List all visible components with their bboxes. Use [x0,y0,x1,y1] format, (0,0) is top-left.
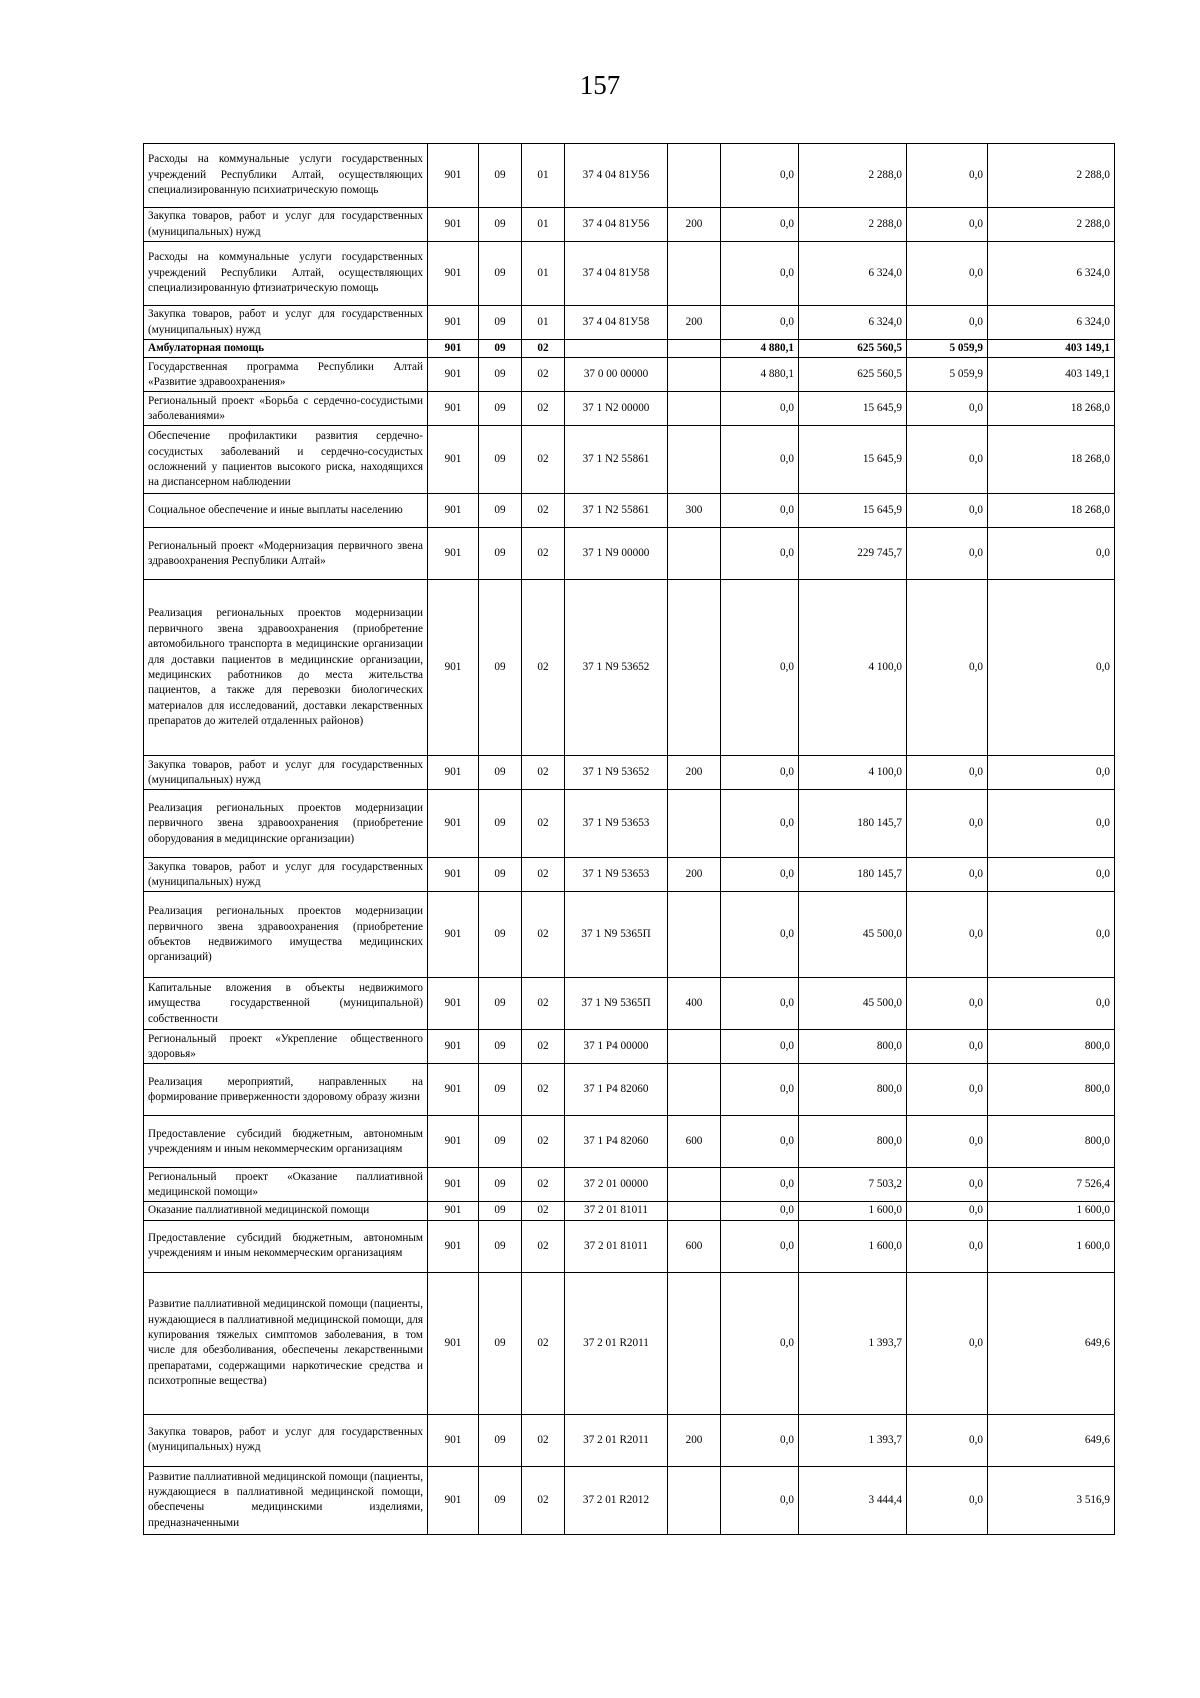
row-name-cell: Развитие паллиативной медицинской помощи (пациенты, нуждающиеся в паллиативной медицинской помощи, для купирования тяжелых симптомов заболевания, в том числе для обезболивания, обеспечены лекарственными препаратами, содержащими наркотические средства и психотропные вещества) [144,1272,428,1414]
subsection-code-cell: 01 [522,242,565,306]
ministry-code-cell: 901 [428,1272,479,1414]
ministry-code-cell: 901 [428,1064,479,1116]
amount-cell-2: 1 600,0 [799,1220,907,1272]
section-code-cell: 09 [479,358,522,392]
subsection-code-cell: 02 [522,494,565,528]
amount-cell-4: 649,6 [988,1272,1115,1414]
amount-cell-4: 3 516,9 [988,1466,1115,1534]
ministry-code-cell: 901 [428,1116,479,1168]
subsection-code-cell: 02 [522,528,565,580]
target-article-cell: 37 1 N9 53652 [565,756,668,790]
row-name-cell: Оказание паллиативной медицинской помощи [144,1202,428,1220]
subsection-code-cell: 02 [522,1116,565,1168]
table-row [144,1168,1115,1202]
amount-cell-4: 18 268,0 [988,392,1115,426]
target-article-cell: 37 1 P4 82060 [565,1064,668,1116]
expense-type-cell [668,528,721,580]
amount-cell-2: 2 288,0 [799,144,907,208]
ministry-code-cell: 901 [428,392,479,426]
ministry-code-cell: 901 [428,494,479,528]
expense-type-cell [668,1466,721,1534]
section-code-cell: 09 [479,144,522,208]
amount-cell-4: 800,0 [988,1116,1115,1168]
table-row [144,242,1115,306]
amount-cell-4: 0,0 [988,858,1115,892]
section-code-cell: 09 [479,528,522,580]
amount-cell-3: 0,0 [907,1168,988,1202]
amount-cell-3: 0,0 [907,1116,988,1168]
subsection-code-cell: 02 [522,426,565,494]
amount-cell-2: 1 393,7 [799,1272,907,1414]
target-article-cell: 37 4 04 81У56 [565,144,668,208]
table-row [144,426,1115,494]
table-row [144,144,1115,208]
amount-cell-3: 5 059,9 [907,358,988,392]
target-article-cell: 37 0 00 00000 [565,358,668,392]
table-row [144,1220,1115,1272]
row-name-cell: Государственная программа Республики Алтай «Развитие здравоохранения» [144,358,428,392]
table-row [144,494,1115,528]
amount-cell-3: 0,0 [907,1272,988,1414]
subsection-code-cell: 02 [522,1414,565,1466]
amount-cell-2: 800,0 [799,1030,907,1064]
amount-cell-3: 0,0 [907,144,988,208]
target-article-cell: 37 2 01 81011 [565,1220,668,1272]
amount-cell-2: 15 645,9 [799,426,907,494]
row-name-cell: Закупка товаров, работ и услуг для государственных (муниципальных) нужд [144,208,428,242]
row-name-cell: Региональный проект «Оказание паллиативной медицинской помощи» [144,1168,428,1202]
row-name-cell: Реализация региональных проектов модернизации первичного звена здравоохранения (приобретение оборудования в медицинские организации) [144,790,428,858]
table-row [144,1064,1115,1116]
subsection-code-cell: 02 [522,1202,565,1220]
amount-cell-3: 0,0 [907,580,988,756]
target-article-cell: 37 2 01 R2011 [565,1414,668,1466]
amount-cell-1: 0,0 [721,756,799,790]
amount-cell-1: 0,0 [721,1116,799,1168]
section-code-cell: 09 [479,1116,522,1168]
amount-cell-3: 0,0 [907,892,988,978]
amount-cell-2: 2 288,0 [799,208,907,242]
table-body [144,144,1115,1535]
amount-cell-3: 0,0 [907,494,988,528]
table-row [144,1202,1115,1220]
amount-cell-3: 0,0 [907,1414,988,1466]
amount-cell-4: 18 268,0 [988,494,1115,528]
target-article-cell: 37 1 N2 55861 [565,426,668,494]
section-code-cell: 09 [479,978,522,1030]
amount-cell-4: 403 149,1 [988,340,1115,358]
expense-type-cell [668,1202,721,1220]
subsection-code-cell: 01 [522,208,565,242]
amount-cell-2: 45 500,0 [799,892,907,978]
amount-cell-2: 180 145,7 [799,858,907,892]
section-code-cell: 09 [479,426,522,494]
row-name-cell: Обеспечение профилактики развития сердечно-сосудистых заболеваний и сердечно-сосудистых осложнений у пациентов высокого риска, находящихся на диспансерном наблюдении [144,426,428,494]
expense-type-cell [668,892,721,978]
page-number: 157 [579,70,621,100]
amount-cell-4: 7 526,4 [988,1168,1115,1202]
amount-cell-1: 0,0 [721,306,799,340]
amount-cell-3: 5 059,9 [907,340,988,358]
amount-cell-3: 0,0 [907,858,988,892]
amount-cell-2: 625 560,5 [799,358,907,392]
subsection-code-cell: 02 [522,392,565,426]
amount-cell-1: 0,0 [721,790,799,858]
amount-cell-1: 0,0 [721,1272,799,1414]
amount-cell-3: 0,0 [907,790,988,858]
amount-cell-1: 0,0 [721,528,799,580]
amount-cell-4: 403 149,1 [988,358,1115,392]
target-article-cell: 37 1 N2 55861 [565,494,668,528]
section-code-cell: 09 [479,1064,522,1116]
table-row [144,1466,1115,1534]
row-name-cell: Закупка товаров, работ и услуг для государственных (муниципальных) нужд [144,756,428,790]
target-article-cell: 37 4 04 81У58 [565,242,668,306]
amount-cell-2: 6 324,0 [799,306,907,340]
amount-cell-4: 649,6 [988,1414,1115,1466]
amount-cell-2: 15 645,9 [799,392,907,426]
expense-type-cell: 400 [668,978,721,1030]
row-name-cell: Капитальные вложения в объекты недвижимого имущества государственной (муниципальной) собственности [144,978,428,1030]
subsection-code-cell: 01 [522,144,565,208]
row-name-cell: Расходы на коммунальные услуги государственных учреждений Республики Алтай, осуществляющих специализированную фтизиатрическую помощь [144,242,428,306]
ministry-code-cell: 901 [428,1466,479,1534]
section-code-cell: 09 [479,892,522,978]
subsection-code-cell: 02 [522,1168,565,1202]
expense-type-cell: 300 [668,494,721,528]
row-name-cell: Региональный проект «Модернизация первичного звена здравоохранения Республики Алтай» [144,528,428,580]
target-article-cell: 37 2 01 R2011 [565,1272,668,1414]
amount-cell-4: 6 324,0 [988,306,1115,340]
amount-cell-3: 0,0 [907,978,988,1030]
target-article-cell: 37 1 N9 5365П [565,892,668,978]
budget-table [143,143,1115,1535]
ministry-code-cell: 901 [428,208,479,242]
ministry-code-cell: 901 [428,528,479,580]
amount-cell-2: 4 100,0 [799,756,907,790]
ministry-code-cell: 901 [428,426,479,494]
ministry-code-cell: 901 [428,790,479,858]
table-row [144,208,1115,242]
row-name-cell: Реализация мероприятий, направленных на формирование приверженности здоровому образу жизни [144,1064,428,1116]
target-article-cell: 37 2 01 81011 [565,1202,668,1220]
expense-type-cell [668,340,721,358]
table-row [144,358,1115,392]
expense-type-cell: 200 [668,756,721,790]
amount-cell-3: 0,0 [907,1064,988,1116]
section-code-cell: 09 [479,306,522,340]
target-article-cell: 37 1 N9 53653 [565,790,668,858]
amount-cell-1: 0,0 [721,580,799,756]
ministry-code-cell: 901 [428,242,479,306]
row-name-cell: Закупка товаров, работ и услуг для государственных (муниципальных) нужд [144,306,428,340]
table-row [144,790,1115,858]
amount-cell-2: 45 500,0 [799,978,907,1030]
table-row [144,1272,1115,1414]
expense-type-cell [668,242,721,306]
expense-type-cell: 200 [668,306,721,340]
ministry-code-cell: 901 [428,858,479,892]
subsection-code-cell: 02 [522,1272,565,1414]
ministry-code-cell: 901 [428,1168,479,1202]
row-name-cell: Региональный проект «Борьба с сердечно-сосудистыми заболеваниями» [144,392,428,426]
amount-cell-2: 4 100,0 [799,580,907,756]
amount-cell-4: 1 600,0 [988,1202,1115,1220]
amount-cell-1: 0,0 [721,892,799,978]
target-article-cell [565,340,668,358]
amount-cell-4: 0,0 [988,528,1115,580]
amount-cell-4: 0,0 [988,756,1115,790]
amount-cell-1: 4 880,1 [721,340,799,358]
row-name-cell: Реализация региональных проектов модернизации первичного звена здравоохранения (приобретение автомобильного транспорта в медицинские организации для доставки пациентов в медицинские организации, медицинских работников до места жительства пациентов, а также для перевозки биологических материалов для исследований, доставки лекарственных препаратов до жителей отдаленных районов) [144,580,428,756]
amount-cell-3: 0,0 [907,242,988,306]
subsection-code-cell: 02 [522,340,565,358]
amount-cell-3: 0,0 [907,1030,988,1064]
target-article-cell: 37 2 01 R2012 [565,1466,668,1534]
amount-cell-2: 800,0 [799,1064,907,1116]
ministry-code-cell: 901 [428,306,479,340]
amount-cell-4: 1 600,0 [988,1220,1115,1272]
section-code-cell: 09 [479,1272,522,1414]
section-code-cell: 09 [479,340,522,358]
target-article-cell: 37 1 P4 82060 [565,1116,668,1168]
subsection-code-cell: 02 [522,1466,565,1534]
expense-type-cell [668,358,721,392]
section-code-cell: 09 [479,858,522,892]
target-article-cell: 37 1 N9 5365П [565,978,668,1030]
expense-type-cell [668,1064,721,1116]
target-article-cell: 37 1 N2 00000 [565,392,668,426]
row-name-cell: Амбулаторная помощь [144,340,428,358]
target-article-cell: 37 1 N9 00000 [565,528,668,580]
table-row [144,892,1115,978]
ministry-code-cell: 901 [428,358,479,392]
subsection-code-cell: 02 [522,892,565,978]
section-code-cell: 09 [479,242,522,306]
section-code-cell: 09 [479,790,522,858]
target-article-cell: 37 1 N9 53653 [565,858,668,892]
amount-cell-4: 0,0 [988,978,1115,1030]
table-row [144,756,1115,790]
subsection-code-cell: 01 [522,306,565,340]
row-name-cell: Закупка товаров, работ и услуг для государственных (муниципальных) нужд [144,858,428,892]
amount-cell-1: 0,0 [721,208,799,242]
amount-cell-1: 0,0 [721,494,799,528]
amount-cell-2: 15 645,9 [799,494,907,528]
section-code-cell: 09 [479,1466,522,1534]
expense-type-cell [668,1272,721,1414]
amount-cell-4: 0,0 [988,892,1115,978]
amount-cell-4: 18 268,0 [988,426,1115,494]
ministry-code-cell: 901 [428,1030,479,1064]
section-code-cell: 09 [479,1202,522,1220]
amount-cell-1: 4 880,1 [721,358,799,392]
expense-type-cell [668,392,721,426]
amount-cell-4: 6 324,0 [988,242,1115,306]
expense-type-cell [668,1168,721,1202]
subsection-code-cell: 02 [522,358,565,392]
amount-cell-3: 0,0 [907,1202,988,1220]
ministry-code-cell: 901 [428,340,479,358]
section-code-cell: 09 [479,1030,522,1064]
section-code-cell: 09 [479,494,522,528]
subsection-code-cell: 02 [522,1030,565,1064]
amount-cell-1: 0,0 [721,1220,799,1272]
amount-cell-2: 1 393,7 [799,1414,907,1466]
expense-type-cell: 600 [668,1116,721,1168]
amount-cell-1: 0,0 [721,1466,799,1534]
subsection-code-cell: 02 [522,790,565,858]
subsection-code-cell: 02 [522,756,565,790]
section-code-cell: 09 [479,1414,522,1466]
row-name-cell: Предоставление субсидий бюджетным, автономным учреждениям и иным некоммерческим организациям [144,1220,428,1272]
amount-cell-2: 3 444,4 [799,1466,907,1534]
amount-cell-2: 1 600,0 [799,1202,907,1220]
ministry-code-cell: 901 [428,1202,479,1220]
row-name-cell: Расходы на коммунальные услуги государственных учреждений Республики Алтай, осуществляющих специализированную психиатрическую помощь [144,144,428,208]
subsection-code-cell: 02 [522,1220,565,1272]
amount-cell-3: 0,0 [907,426,988,494]
table-row [144,858,1115,892]
amount-cell-3: 0,0 [907,756,988,790]
amount-cell-4: 800,0 [988,1030,1115,1064]
expense-type-cell: 600 [668,1220,721,1272]
target-article-cell: 37 1 N9 53652 [565,580,668,756]
ministry-code-cell: 901 [428,1220,479,1272]
table-row [144,580,1115,756]
target-article-cell: 37 2 01 00000 [565,1168,668,1202]
amount-cell-3: 0,0 [907,208,988,242]
section-code-cell: 09 [479,756,522,790]
section-code-cell: 09 [479,1220,522,1272]
amount-cell-1: 0,0 [721,978,799,1030]
expense-type-cell [668,1030,721,1064]
amount-cell-1: 0,0 [721,1414,799,1466]
amount-cell-1: 0,0 [721,1064,799,1116]
row-name-cell: Развитие паллиативной медицинской помощи (пациенты, нуждающиеся в паллиативной медицинской помощи, обеспечены медицинскими изделиями, предназначенными [144,1466,428,1534]
amount-cell-3: 0,0 [907,392,988,426]
subsection-code-cell: 02 [522,580,565,756]
ministry-code-cell: 901 [428,892,479,978]
amount-cell-3: 0,0 [907,1466,988,1534]
amount-cell-3: 0,0 [907,306,988,340]
amount-cell-1: 0,0 [721,858,799,892]
amount-cell-2: 180 145,7 [799,790,907,858]
row-name-cell: Предоставление субсидий бюджетным, автономным учреждениям и иным некоммерческим организациям [144,1116,428,1168]
target-article-cell: 37 1 P4 00000 [565,1030,668,1064]
amount-cell-2: 7 503,2 [799,1168,907,1202]
target-article-cell: 37 4 04 81У58 [565,306,668,340]
table-row [144,340,1115,358]
table-row [144,392,1115,426]
amount-cell-1: 0,0 [721,1030,799,1064]
row-name-cell: Закупка товаров, работ и услуг для государственных (муниципальных) нужд [144,1414,428,1466]
expense-type-cell: 200 [668,858,721,892]
table-row [144,306,1115,340]
ministry-code-cell: 901 [428,978,479,1030]
ministry-code-cell: 901 [428,756,479,790]
section-code-cell: 09 [479,580,522,756]
table-row [144,528,1115,580]
amount-cell-1: 0,0 [721,392,799,426]
amount-cell-2: 625 560,5 [799,340,907,358]
expense-type-cell [668,580,721,756]
expense-type-cell [668,790,721,858]
amount-cell-4: 0,0 [988,790,1115,858]
subsection-code-cell: 02 [522,978,565,1030]
amount-cell-1: 0,0 [721,242,799,306]
table-row [144,1030,1115,1064]
amount-cell-3: 0,0 [907,528,988,580]
expense-type-cell [668,144,721,208]
subsection-code-cell: 02 [522,1064,565,1116]
ministry-code-cell: 901 [428,144,479,208]
table-row [144,1414,1115,1466]
amount-cell-1: 0,0 [721,144,799,208]
amount-cell-4: 800,0 [988,1064,1115,1116]
ministry-code-cell: 901 [428,1414,479,1466]
section-code-cell: 09 [479,208,522,242]
amount-cell-2: 229 745,7 [799,528,907,580]
row-name-cell: Социальное обеспечение и иные выплаты населению [144,494,428,528]
row-name-cell: Реализация региональных проектов модернизации первичного звена здравоохранения (приобретение объектов недвижимого имущества медицинских организаций) [144,892,428,978]
ministry-code-cell: 901 [428,580,479,756]
row-name-cell: Региональный проект «Укрепление общественного здоровья» [144,1030,428,1064]
amount-cell-4: 0,0 [988,580,1115,756]
table-row [144,1116,1115,1168]
table-row [144,978,1115,1030]
amount-cell-3: 0,0 [907,1220,988,1272]
expense-type-cell: 200 [668,208,721,242]
amount-cell-2: 800,0 [799,1116,907,1168]
amount-cell-1: 0,0 [721,426,799,494]
amount-cell-1: 0,0 [721,1202,799,1220]
subsection-code-cell: 02 [522,858,565,892]
amount-cell-4: 2 288,0 [988,144,1115,208]
amount-cell-4: 2 288,0 [988,208,1115,242]
section-code-cell: 09 [479,392,522,426]
section-code-cell: 09 [479,1168,522,1202]
expense-type-cell: 200 [668,1414,721,1466]
expense-type-cell [668,426,721,494]
target-article-cell: 37 4 04 81У56 [565,208,668,242]
amount-cell-2: 6 324,0 [799,242,907,306]
amount-cell-1: 0,0 [721,1168,799,1202]
